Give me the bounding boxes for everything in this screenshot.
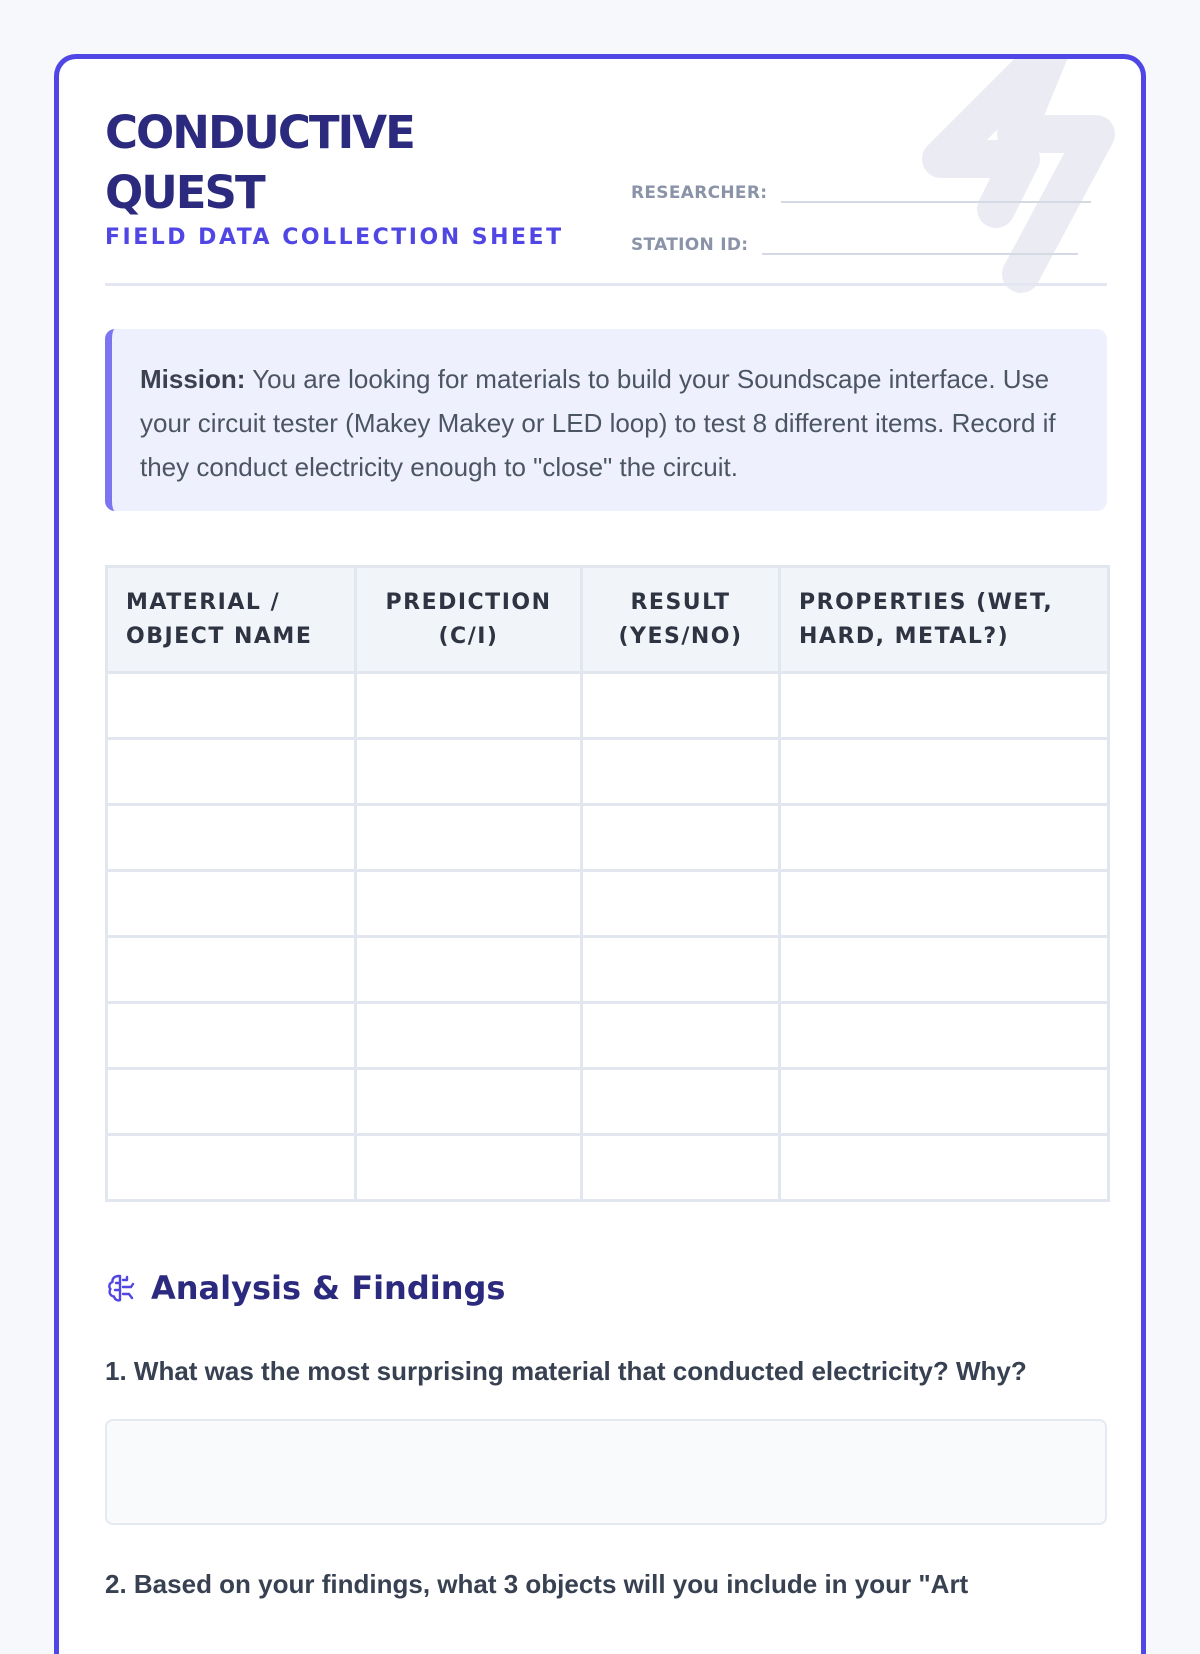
table-row	[107, 1069, 1109, 1135]
page-subtitle: FIELD DATA COLLECTION SHEET	[105, 225, 564, 250]
header-divider	[105, 283, 1107, 286]
header-prediction: PREDICTION (C/I)	[356, 567, 582, 673]
header-material: MATERIAL / OBJECT NAME	[107, 567, 356, 673]
data-table	[105, 565, 1110, 1202]
table-cell[interactable]	[356, 1069, 582, 1135]
table-row	[107, 805, 1109, 871]
table-cell[interactable]	[582, 871, 780, 937]
table-cell[interactable]	[107, 805, 356, 871]
table-row	[107, 937, 1109, 1003]
table-cell[interactable]	[780, 805, 1109, 871]
table-cell[interactable]	[107, 673, 356, 739]
question-1: 1. What was the most surprising material that conducted electricity? Why?	[105, 1356, 1027, 1386]
table-row	[107, 1135, 1109, 1201]
table-cell[interactable]	[582, 673, 780, 739]
table-cell[interactable]	[780, 937, 1109, 1003]
table-cell[interactable]	[582, 1135, 780, 1201]
table-cell[interactable]	[356, 1003, 582, 1069]
mission-box	[105, 329, 1107, 511]
page-title	[105, 103, 525, 223]
table-cell[interactable]	[780, 739, 1109, 805]
table-cell[interactable]	[107, 1003, 356, 1069]
table-row	[107, 871, 1109, 937]
table-row	[107, 1003, 1109, 1069]
table-cell[interactable]	[780, 871, 1109, 937]
table-cell[interactable]	[107, 937, 356, 1003]
table-cell[interactable]	[356, 871, 582, 937]
table-cell[interactable]	[107, 1069, 356, 1135]
worksheet-header	[105, 103, 1107, 273]
worksheet-card	[54, 54, 1146, 1654]
table-cell[interactable]	[107, 871, 356, 937]
station-input-line[interactable]	[762, 229, 1078, 255]
table-cell[interactable]	[582, 739, 780, 805]
question-2: 2. Based on your findings, what 3 objects will you include in your "Art	[105, 1569, 969, 1599]
table-cell[interactable]	[582, 937, 780, 1003]
table-cell[interactable]	[780, 1069, 1109, 1135]
brain-icon	[105, 1272, 137, 1304]
mission-label: Mission:	[140, 364, 246, 394]
table-cell[interactable]	[780, 1003, 1109, 1069]
researcher-input-line[interactable]	[781, 177, 1091, 203]
table-cell[interactable]	[780, 1135, 1109, 1201]
table-cell[interactable]	[356, 937, 582, 1003]
table-header-row	[107, 567, 1109, 673]
header-properties: PROPERTIES (WET, HARD, METAL?)	[780, 567, 1109, 673]
table-cell[interactable]	[107, 1135, 356, 1201]
title-line-2: QUEST	[105, 166, 264, 219]
table-cell[interactable]	[356, 805, 582, 871]
table-cell[interactable]	[582, 1003, 780, 1069]
title-line-1: CONDUCTIVE	[105, 106, 414, 159]
researcher-field	[631, 173, 1091, 203]
table-cell[interactable]	[356, 739, 582, 805]
station-field	[631, 225, 1078, 255]
table-body	[107, 673, 1109, 1201]
researcher-label: RESEARCHER:	[631, 183, 768, 203]
table-cell[interactable]	[582, 805, 780, 871]
table-row	[107, 739, 1109, 805]
table-cell[interactable]	[107, 739, 356, 805]
analysis-title: Analysis & Findings	[151, 1269, 506, 1307]
mission-text: You are looking for materials to build your Soundscape interface. Use your circuit tester (Makey Makey or LED loop) to test 8 different items. Record if they conduct electricity enough to "close" the circuit.	[140, 364, 1056, 482]
station-label: STATION ID:	[631, 235, 749, 255]
table-row	[107, 673, 1109, 739]
table-cell[interactable]	[780, 673, 1109, 739]
table-cell[interactable]	[582, 1069, 780, 1135]
answer-box-1[interactable]	[105, 1419, 1107, 1525]
table-cell[interactable]	[356, 673, 582, 739]
header-result: RESULT (YES/NO)	[582, 567, 780, 673]
analysis-heading	[105, 1269, 505, 1307]
table-cell[interactable]	[356, 1135, 582, 1201]
